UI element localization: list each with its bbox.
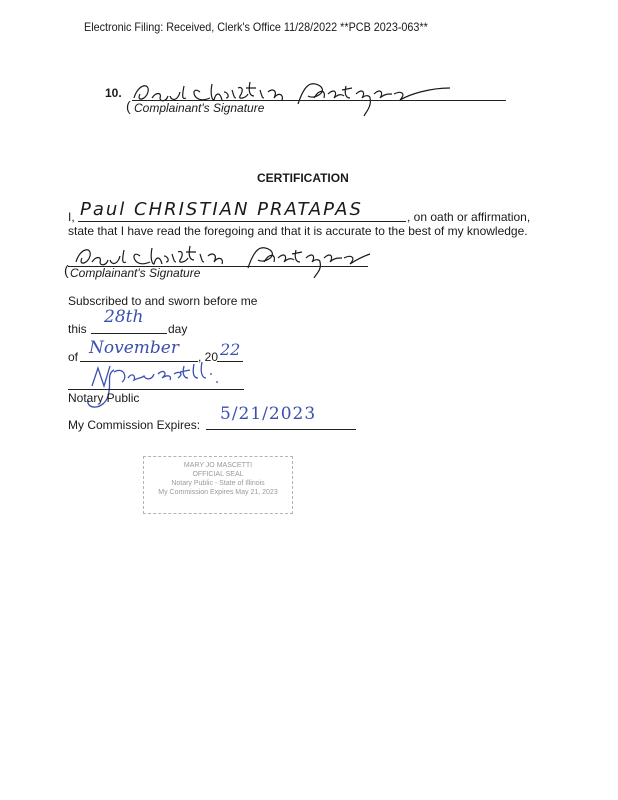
year-value: 22 bbox=[220, 340, 241, 359]
signature-1-bracket: ( bbox=[126, 98, 131, 114]
subscribed-text: Subscribed to and sworn before me bbox=[68, 294, 258, 308]
expires-value: 5/21/2023 bbox=[220, 404, 317, 424]
stamp-line-2: OFFICIAL SEAL bbox=[192, 471, 244, 478]
signature-label-2: Complainant's Signature bbox=[70, 266, 201, 280]
notary-line bbox=[68, 389, 244, 390]
year-prefix: , 20 bbox=[198, 350, 219, 364]
notary-stamp bbox=[143, 456, 293, 514]
signature-label-1: Complainant's Signature bbox=[134, 101, 265, 115]
cert-line1-suffix: , on oath or affirmation, bbox=[407, 210, 531, 224]
month-value: November bbox=[89, 338, 179, 358]
certification-title: CERTIFICATION bbox=[257, 171, 349, 185]
cert-prefix: I, bbox=[68, 210, 75, 224]
expires-line bbox=[206, 429, 356, 430]
notary-label: Notary Public bbox=[68, 391, 140, 405]
cert-name-line bbox=[78, 221, 406, 222]
stamp-line-1: MARY JO MASCETTI bbox=[183, 462, 253, 469]
item-number: 10. bbox=[105, 86, 122, 100]
day-line bbox=[91, 333, 167, 334]
filing-header: Electronic Filing: Received, Clerk's Office 11/28/2022 **PCB 2023-063** bbox=[84, 20, 428, 34]
day-label: day bbox=[168, 322, 188, 336]
stamp-line-3: Notary Public - State of Illinois bbox=[171, 480, 265, 487]
cert-handwritten-name: Paul CHRISTIAN PRATAPAS bbox=[80, 199, 363, 220]
cert-line2: state that I have read the foregoing and that it is accurate to the best of my knowledge. bbox=[68, 224, 528, 238]
day-value: 28th bbox=[104, 307, 144, 327]
of-label: of bbox=[68, 350, 79, 364]
signature-2-bracket: ( bbox=[64, 262, 69, 278]
stamp-line-4: My Commission Expires May 21, 2023 bbox=[158, 489, 278, 496]
expires-label: My Commission Expires: bbox=[68, 418, 201, 432]
this-label: this bbox=[68, 322, 87, 336]
